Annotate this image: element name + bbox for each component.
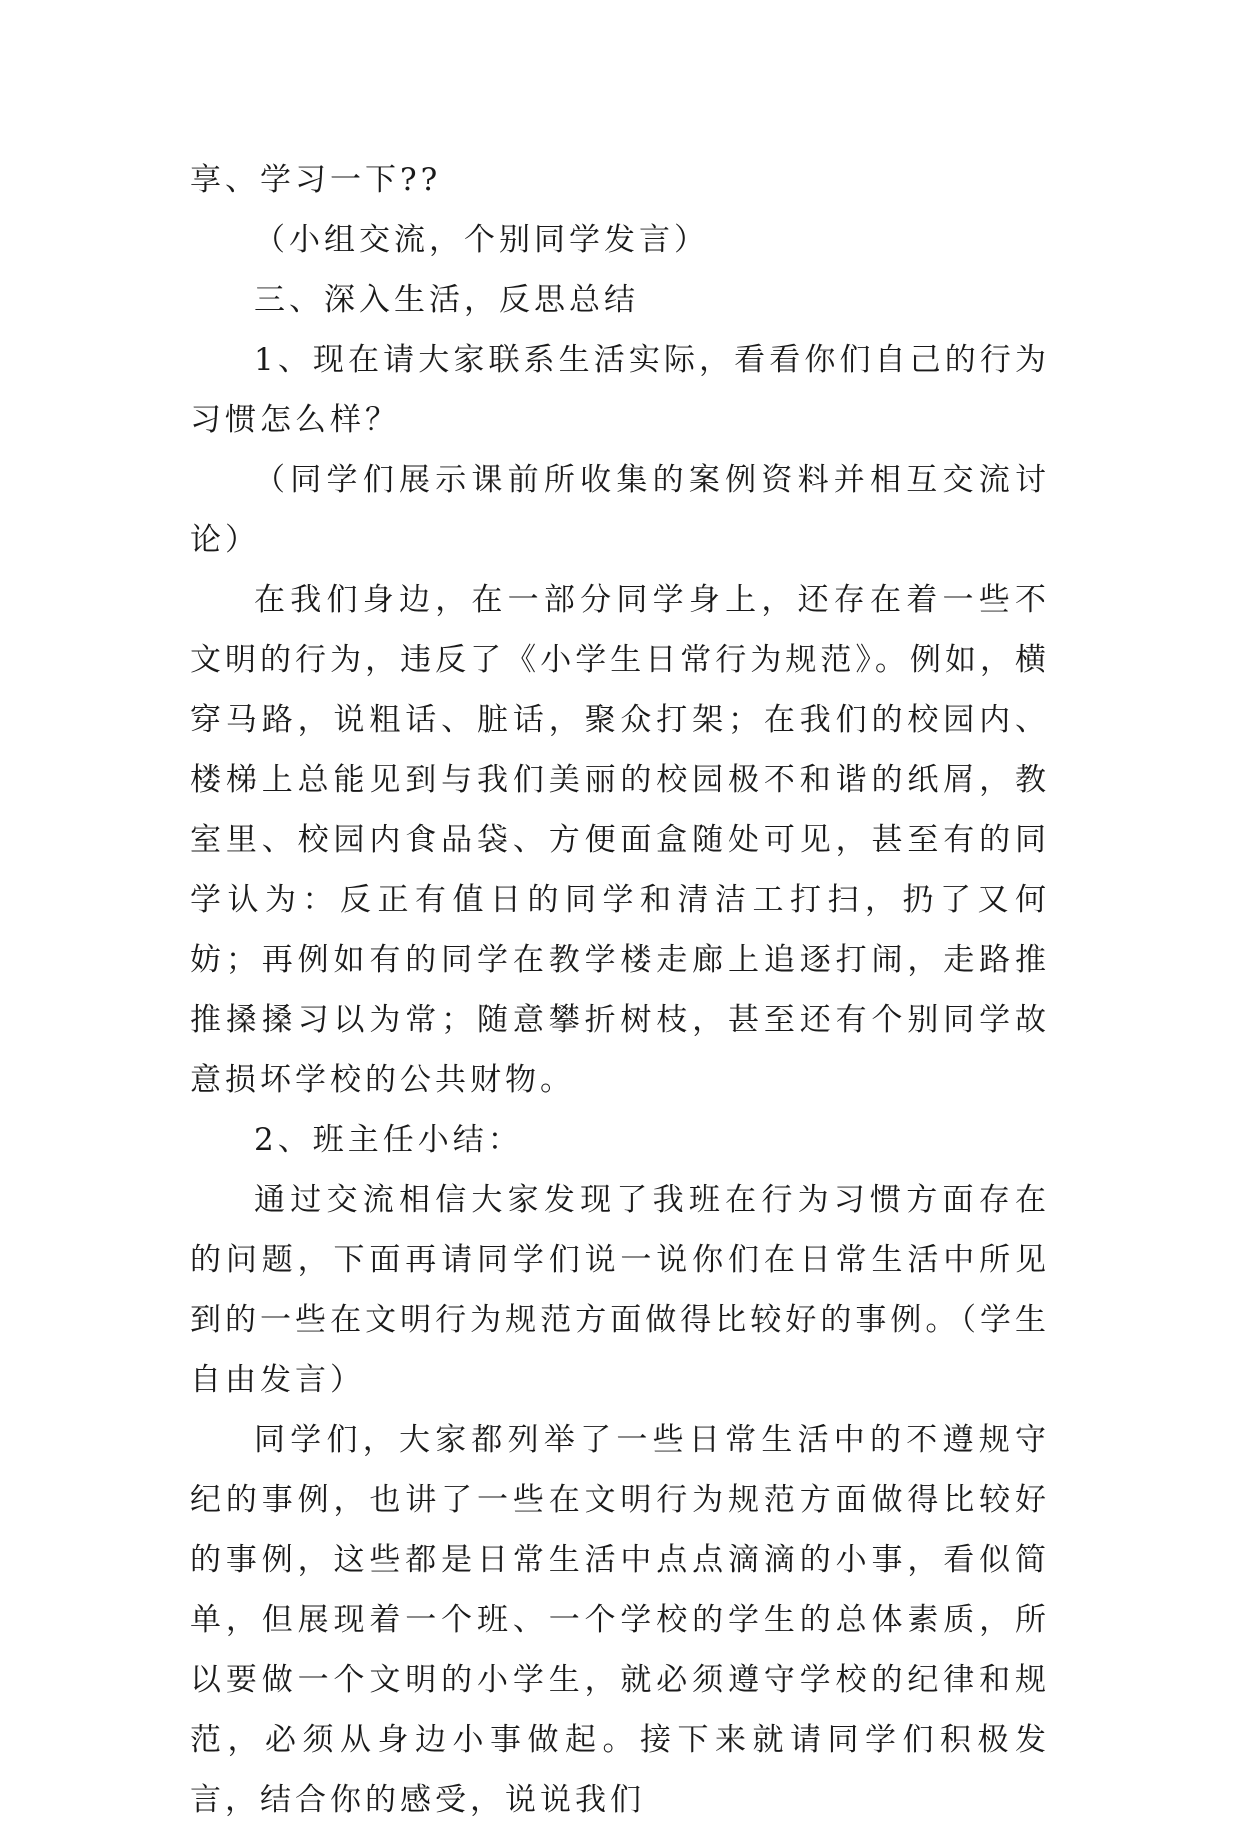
paragraph-continuation: 享、学习一下?? <box>190 162 442 198</box>
paragraph-item-2: 2、班主任小结： <box>254 1122 523 1158</box>
paragraph-good-examples: 通过交流相信大家发现了我班在行为习惯方面存在的问题，下面再请同学们说一说你们在日常生活中所见到的一些在文明行为规范方面做得比较好的事例。（学生自由发言） <box>190 1182 1050 1398</box>
paragraph-uncivil-behavior: 在我们身边，在一部分同学身上，还存在着一些不文明的行为，违反了《小学生日常行为规范》。例如，横穿马路，说粗话、脏话，聚众打架；在我们的校园内、楼梯上总能见到与我们美丽的校园极不和谐的纸屑，教室里、校园内食品袋、方便面盒随处可见，甚至有的同学认为：反正有值日的同学和清洁工打扫，扔了又何妨；再例如有的同学在教学楼走廊上追逐打闹，走路推推搡搡习以为常；随意攀折树枝，甚至还有个别同学故意损坏学校的公共财物。 <box>190 582 1050 1098</box>
paragraph-summary: 同学们，大家都列举了一些日常生活中的不遵规守纪的事例，也讲了一些在文明行为规范方面做得比较好的事例，这些都是日常生活中点点滴滴的小事，看似简单，但展现着一个班、一个学校的学生的总体素质，所以要做一个文明的小学生，就必须遵守学校的纪律和规范，必须从身边小事做起。接下来就请同学们积极发言，结合你的感受，说说我们 <box>190 1422 1050 1818</box>
paragraph-group-discussion: （小组交流，个别同学发言） <box>254 222 709 258</box>
paragraph-item-1: 1、现在请大家联系生活实际，看看你们自己的行为习惯怎么样？ <box>190 342 1050 438</box>
section-heading-three: 三、深入生活，反思总结 <box>254 282 639 318</box>
paragraph-case-sharing: （同学们展示课前所收集的案例资料并相互交流讨论） <box>190 462 1050 558</box>
document-body <box>190 150 1050 1830</box>
